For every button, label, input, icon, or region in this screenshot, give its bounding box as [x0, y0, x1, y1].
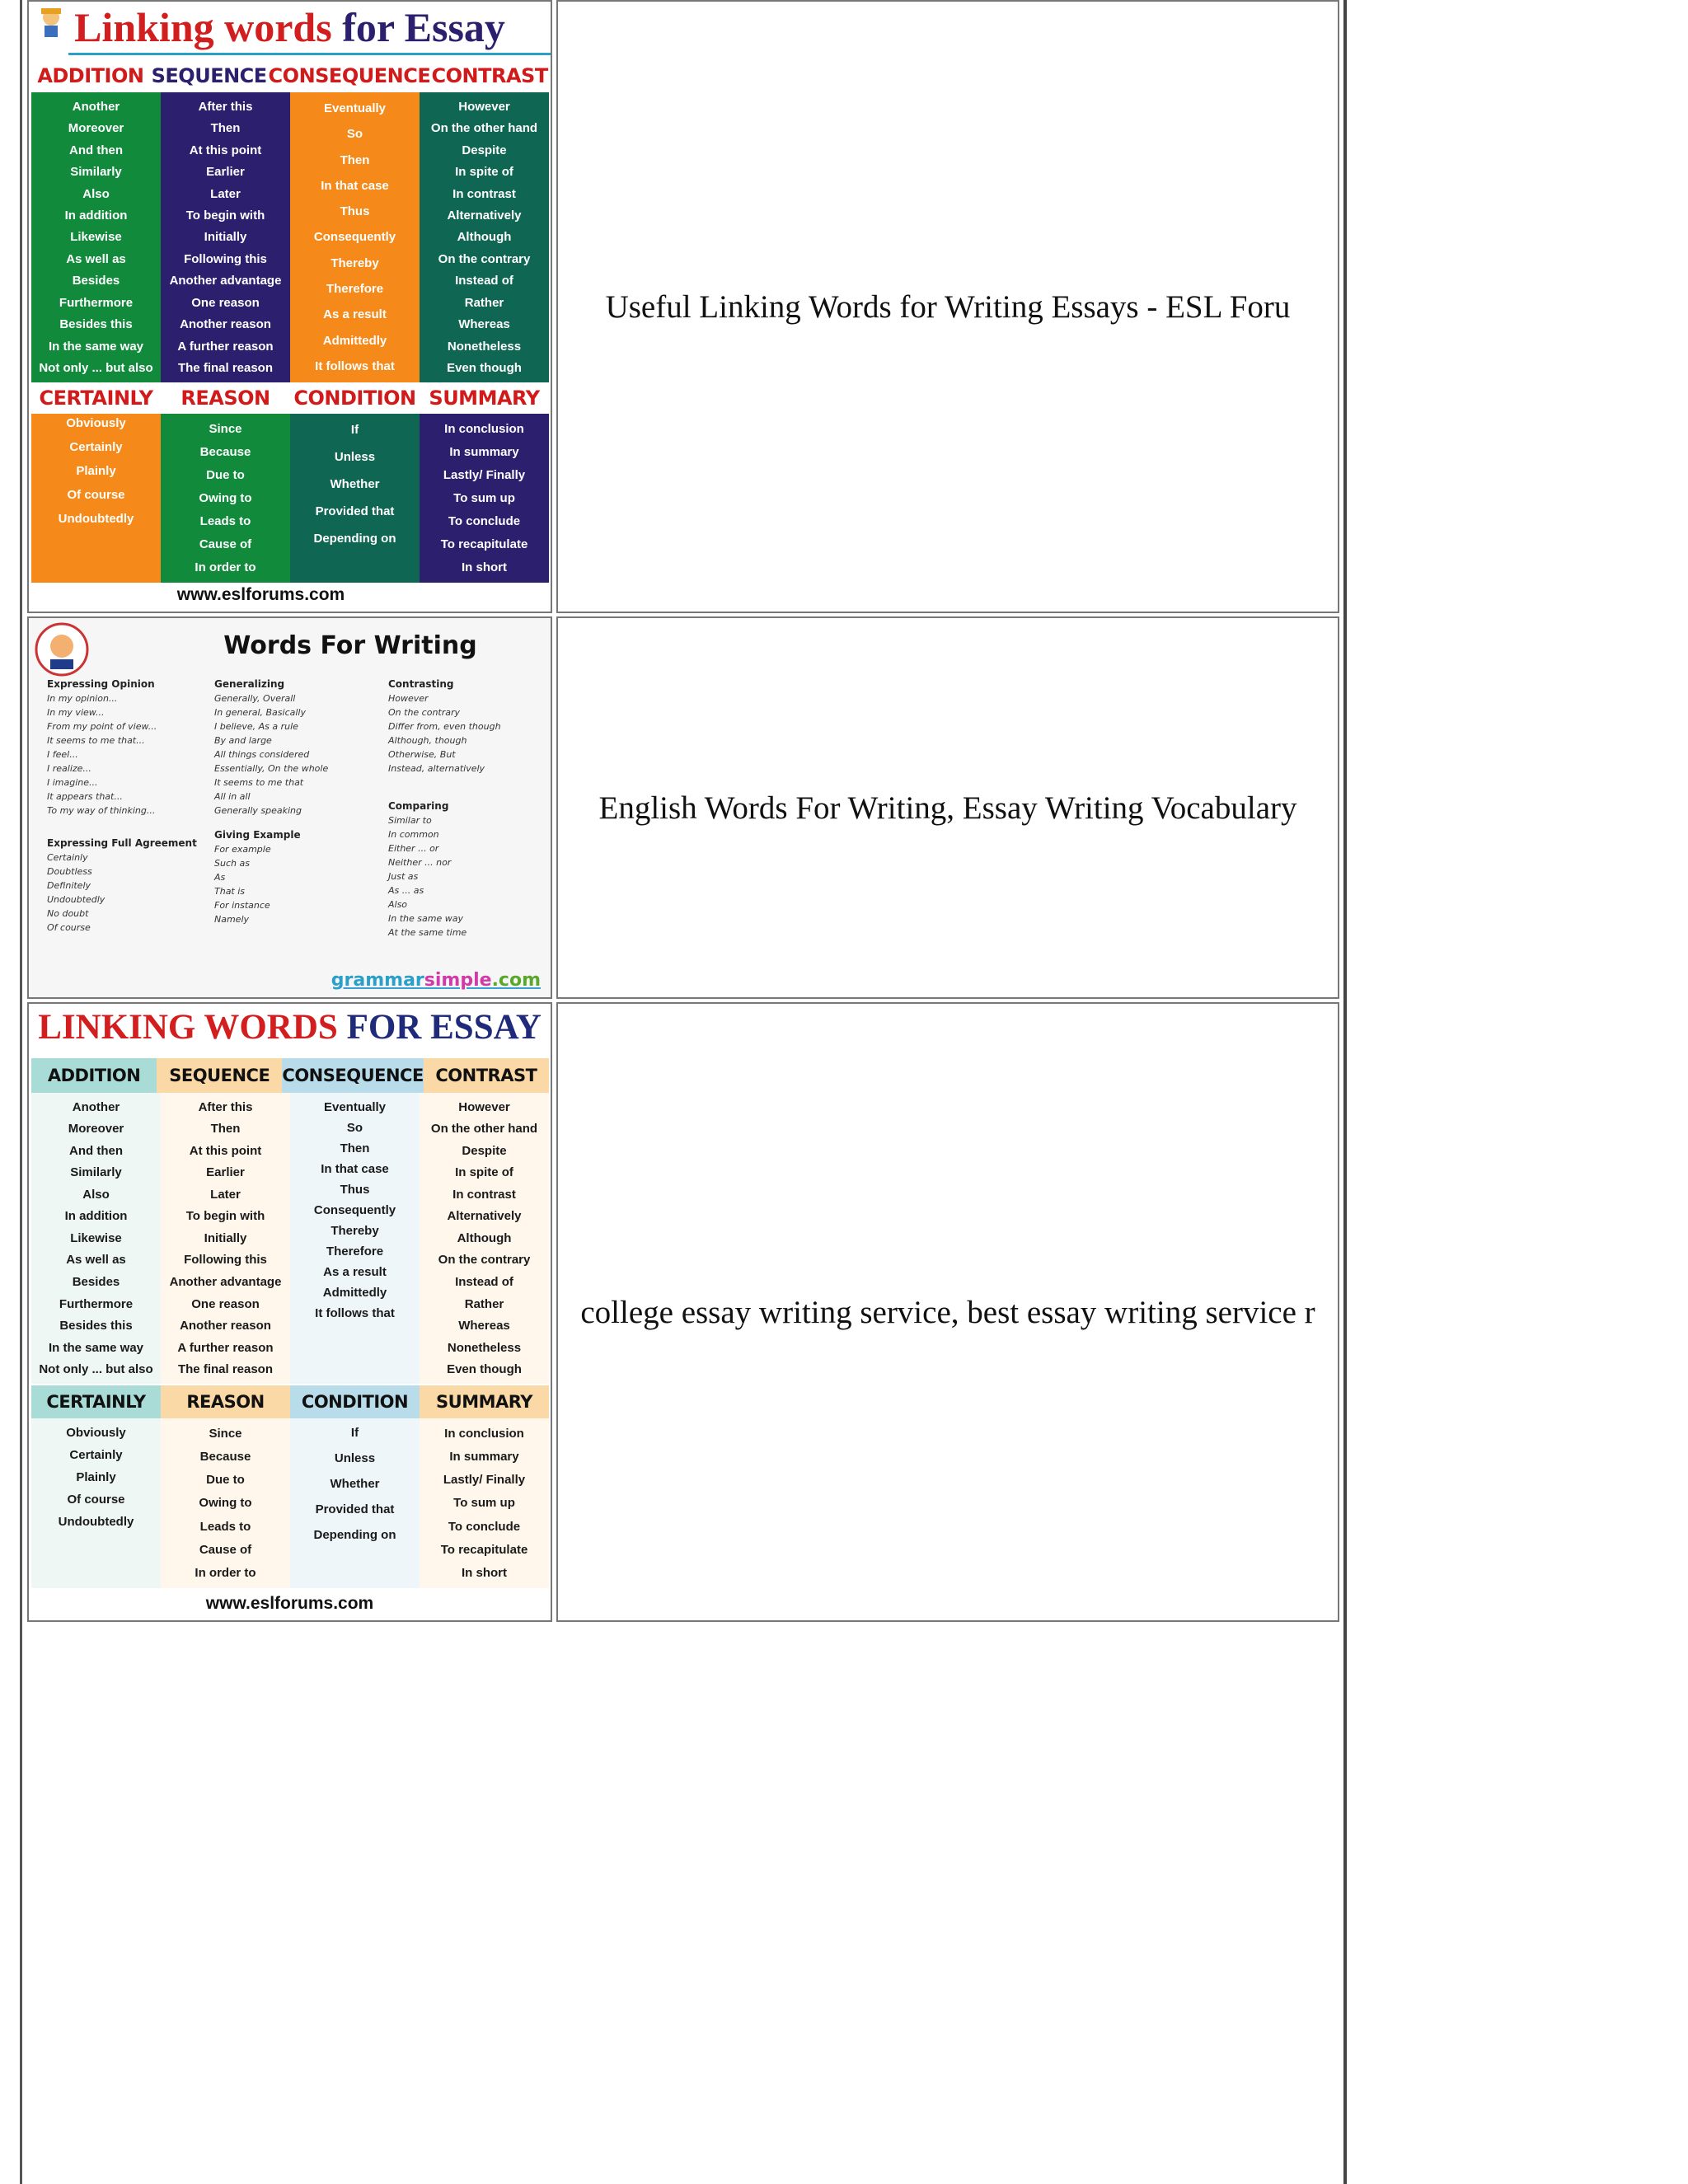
linking-word: However [458, 99, 510, 114]
phrase-item: For example [214, 844, 271, 855]
linking-word: At this point [189, 1143, 262, 1158]
linking-word: Later [210, 1187, 241, 1202]
section-heading: Comparing [388, 800, 449, 812]
right-border [1343, 0, 1347, 2184]
linking-word: Besides this [59, 317, 133, 332]
linking-word: The final reason [177, 361, 274, 376]
linking-words-poster-pastel [29, 1004, 551, 1620]
linking-word: Another advantage [169, 1275, 282, 1290]
linking-word: Furthermore [59, 1296, 134, 1311]
header-summary: SUMMARY [420, 1385, 549, 1418]
linking-word: If [350, 423, 359, 437]
linking-word: Besides this [59, 1319, 133, 1333]
phrase-item: At the same time [388, 927, 467, 938]
linking-word: Eventually [323, 1100, 387, 1114]
linking-word: Depending on [313, 1528, 396, 1542]
phrase-item: Also [388, 899, 408, 910]
linking-word: In contrast [452, 186, 516, 201]
phrase-item: Undoubtedly [47, 894, 106, 905]
linking-word: At this point [189, 143, 262, 157]
linking-word: Besides [72, 1275, 120, 1290]
poster-title-part-1: LINKING WORDS [38, 1008, 347, 1047]
linking-word: Despite [462, 1143, 507, 1158]
column-addition [31, 1093, 161, 1384]
site-part-com: .com [491, 970, 541, 991]
linking-word: Another reason [180, 317, 271, 332]
linking-word: Thereby [331, 1224, 379, 1238]
linking-word: Certainly [69, 1448, 123, 1462]
linking-word: One reason [191, 295, 260, 310]
phrase-item: Such as [214, 858, 250, 869]
header-contrast: CONTRAST [431, 64, 548, 87]
linking-word: In summary [449, 444, 519, 459]
linking-word: Earlier [206, 1165, 245, 1180]
linking-word: Alternatively [447, 1209, 522, 1224]
column-condition [290, 1418, 420, 1588]
linking-word: On the other hand [430, 1122, 538, 1137]
phrase-item: Although, though [388, 735, 467, 746]
linking-word: Provided that [315, 1502, 395, 1516]
section-heading: Expressing Opinion [47, 678, 155, 690]
linking-word: Although [457, 230, 512, 245]
phrase-item: Instead, alternatively [388, 763, 485, 774]
column-sequence [161, 1093, 290, 1384]
linking-word: To conclude [448, 1519, 521, 1534]
linking-words-poster [29, 2, 551, 612]
result-row-2[interactable] [27, 616, 1339, 999]
header-certainly: CERTAINLY [39, 387, 153, 410]
phrase-item: Of course [47, 922, 91, 933]
header-contrast: CONTRAST [424, 1058, 549, 1093]
linking-word: The final reason [177, 1362, 274, 1377]
linking-word: A further reason [177, 1340, 274, 1355]
column-contrast [420, 1093, 549, 1384]
linking-word: Unless [334, 450, 376, 464]
linking-word: As a result [323, 1265, 387, 1279]
poster-title-part-2: FOR ESSAY [346, 1008, 542, 1047]
column-consequence [290, 92, 420, 382]
image-cell-3[interactable] [27, 1002, 552, 1622]
linking-word: Likewise [70, 230, 122, 245]
linking-word: Provided that [315, 504, 395, 518]
column-consequence [290, 1093, 420, 1384]
linking-word: In addition [64, 208, 128, 223]
phrase-item: Either ... or [388, 843, 439, 854]
top-headers [31, 1058, 549, 1093]
linking-word: Eventually [323, 101, 387, 116]
linking-word: Initially [204, 1230, 247, 1245]
linking-word: Consequently [313, 230, 396, 245]
phrase-item: It seems to me that [214, 777, 304, 788]
poster-title-part-2: for Essay [342, 4, 505, 50]
header-reason: REASON [181, 387, 270, 410]
linking-word: After this [198, 1099, 253, 1114]
bottom-headers [31, 382, 549, 414]
linking-word: As well as [66, 251, 126, 266]
linking-word: Instead of [455, 274, 513, 288]
phrase-item: Similar to [388, 815, 432, 826]
phrase-item: On the contrary [388, 707, 461, 718]
header-condition: CONDITION [290, 1385, 420, 1418]
linking-word: As well as [66, 1253, 126, 1268]
linking-word: Moreover [68, 121, 124, 136]
linking-word: To conclude [448, 514, 521, 529]
column-certainly [31, 1418, 161, 1588]
bottom-columns [31, 1418, 549, 1588]
top-headers [31, 59, 549, 92]
linking-word: In addition [64, 1209, 128, 1224]
phrase-item: From my point of view... [47, 721, 157, 732]
image-cell-2[interactable] [27, 616, 552, 999]
column-condition [290, 414, 420, 583]
linking-word: Another [72, 99, 120, 114]
linking-word: Alternatively [447, 208, 522, 223]
phrase-item: I imagine... [47, 777, 98, 788]
linking-word: On the contrary [438, 1253, 531, 1268]
linking-word: And then [69, 1143, 123, 1158]
left-border [20, 0, 22, 2184]
linking-word: To begin with [185, 1209, 265, 1224]
header-certainly: CERTAINLY [31, 1385, 161, 1418]
linking-word: Whether [330, 477, 380, 491]
column-summary [420, 414, 549, 583]
column-contrast [420, 92, 549, 382]
linking-word: Initially [204, 230, 247, 245]
poster-title-part-1: Linking words [74, 4, 343, 50]
section-expressing-opinion [47, 677, 157, 818]
linking-word: To recapitulate [440, 537, 528, 552]
phrase-item: All things considered [214, 749, 310, 760]
linking-word: Similarly [70, 165, 122, 180]
phrase-item: It seems to me that... [47, 735, 145, 746]
header-condition: CONDITION [293, 387, 416, 410]
linking-word: Thereby [331, 255, 379, 270]
result-row-1[interactable] [27, 0, 1339, 613]
linking-word: Leads to [199, 514, 251, 529]
linking-word: In that case [321, 1162, 389, 1176]
linking-word: Cause of [199, 537, 252, 552]
linking-word: Lastly/ Finally [443, 467, 526, 482]
result-row-3[interactable] [27, 1002, 1339, 1622]
linking-word: Because [199, 1449, 251, 1464]
linking-word: Because [199, 444, 251, 459]
linking-word: Similarly [70, 1165, 122, 1180]
phrase-item: As [214, 872, 226, 883]
linking-word: Thus [340, 1183, 370, 1197]
linking-word: Owing to [199, 490, 252, 505]
linking-word: Lastly/ Finally [443, 1473, 526, 1488]
linking-word: Certainly [69, 440, 123, 454]
phrase-item: Neither ... nor [388, 857, 452, 868]
section-heading: Expressing Full Agreement [47, 837, 197, 849]
linking-word: Even though [447, 361, 522, 376]
column-certainly [31, 414, 161, 583]
linking-word: In summary [449, 1449, 519, 1464]
section-heading: Contrasting [388, 678, 454, 690]
linking-word: Cause of [199, 1543, 252, 1558]
linking-word: Leads to [199, 1519, 251, 1534]
linking-word: Whether [330, 1477, 380, 1491]
linking-word: Even though [447, 1362, 522, 1377]
phrase-item: Definitely [47, 880, 91, 891]
column-sequence [161, 92, 290, 382]
phrase-item: In common [388, 829, 439, 840]
linking-word: A further reason [177, 339, 274, 354]
linking-word: In conclusion [444, 421, 524, 436]
poster-title: Words For Writing [223, 631, 477, 660]
linking-word: Whereas [458, 1319, 510, 1333]
linking-word: In short [462, 1566, 507, 1581]
linking-word: Following this [184, 251, 267, 266]
linking-word: Besides [72, 274, 120, 288]
phrase-item: In my opinion... [47, 693, 118, 704]
phrase-item: Generally, Overall [214, 693, 296, 704]
linking-word: In that case [321, 178, 389, 193]
image-cell-1[interactable] [27, 0, 552, 613]
caption-text[interactable]: English Words For Writing, Essay Writing Vocabulary [598, 790, 1297, 826]
linking-word: One reason [191, 1296, 260, 1311]
linking-word: Therefore [326, 281, 384, 296]
phrase-item: Generally speaking [214, 805, 302, 816]
linking-word: Following this [184, 1253, 267, 1268]
linking-word: In spite of [455, 165, 513, 180]
phrase-item: It appears that... [47, 791, 123, 802]
linking-word: Whereas [458, 317, 510, 332]
linking-word: Obviously [66, 1426, 126, 1440]
linking-word: Then [210, 1122, 241, 1137]
linking-word: Admittedly [322, 333, 387, 348]
linking-word: Undoubtedly [58, 1515, 134, 1529]
linking-word: After this [198, 99, 253, 114]
linking-word: Not only ... but also [39, 1362, 153, 1377]
poster-site-url: www.eslforums.com [176, 585, 345, 604]
phrase-item: In general, Basically [214, 707, 306, 718]
bottom-columns [31, 414, 549, 583]
caption-text[interactable]: Useful Linking Words for Writing Essays - ESL Foru [605, 288, 1291, 325]
linking-word: Instead of [455, 1275, 513, 1290]
linking-word: It follows that [315, 1306, 395, 1320]
section-generalizing [214, 677, 328, 818]
linking-word: Therefore [326, 1244, 384, 1258]
caption-cell-3[interactable] [556, 1002, 1339, 1622]
linking-word: In contrast [452, 1187, 516, 1202]
linking-word: Also [82, 1187, 110, 1202]
header-consequence: CONSEQUENCE [282, 1058, 423, 1093]
linking-word: Of course [67, 1493, 125, 1507]
linking-word: However [458, 1099, 510, 1114]
linking-word: Although [457, 1230, 512, 1245]
linking-word: Consequently [313, 1203, 396, 1217]
linking-word: Plainly [76, 1470, 116, 1484]
column-reason [161, 414, 290, 583]
bottom-headers [31, 1385, 549, 1418]
linking-word: And then [69, 143, 123, 157]
column-summary [420, 1418, 549, 1588]
linking-word: Thus [340, 204, 370, 219]
linking-word: Obviously [66, 416, 126, 430]
phrase-item: I feel... [47, 749, 78, 760]
poster-title [29, 3, 551, 51]
section-heading: Generalizing [214, 678, 285, 690]
linking-word: Admittedly [322, 1286, 387, 1300]
poster-title [29, 1007, 551, 1047]
phrase-item: Certainly [47, 852, 88, 863]
linking-word: Due to [206, 467, 245, 482]
linking-word: Furthermore [59, 295, 134, 310]
site-part-grammar: grammar [331, 970, 424, 991]
linking-word: Depending on [313, 532, 396, 546]
header-consequence: CONSEQUENCE [268, 64, 431, 87]
phrase-item: All in all [214, 791, 251, 802]
linking-word: Despite [462, 143, 507, 157]
phrase-item: That is [214, 886, 246, 897]
phrase-item: By and large [214, 735, 272, 746]
phrase-item: In my view... [47, 707, 105, 718]
phrase-item: As ... as [388, 885, 424, 896]
poster-site-url [331, 970, 541, 991]
top-columns [31, 1093, 549, 1384]
top-columns [31, 92, 549, 382]
column-addition [31, 92, 161, 382]
phrase-item: Otherwise, But [388, 749, 456, 760]
phrase-item: To my way of thinking... [47, 805, 156, 816]
linking-word: It follows that [315, 359, 395, 373]
linking-word: In conclusion [444, 1426, 524, 1441]
linking-word: To sum up [453, 1496, 515, 1511]
phrase-item: Just as [388, 871, 419, 882]
phrase-item: Essentially, On the whole [214, 763, 329, 774]
section-contrasting [388, 677, 501, 776]
linking-word: Not only ... but also [39, 361, 153, 376]
header-summary: SUMMARY [429, 387, 540, 410]
phrase-item: Differ from, even though [388, 721, 501, 732]
section-giving-example [214, 828, 301, 926]
linking-word: Nonetheless [447, 1340, 522, 1355]
grammarsimple-badge-icon [34, 621, 90, 677]
linking-word: So [346, 127, 363, 142]
linking-word: Rather [464, 1296, 504, 1311]
header-reason: REASON [161, 1385, 290, 1418]
linking-word: Nonetheless [447, 339, 522, 354]
phrase-item: No doubt [47, 908, 89, 919]
linking-word: Then [340, 152, 370, 167]
linking-word: Earlier [206, 165, 245, 180]
linking-word: In the same way [48, 339, 144, 354]
linking-word: To sum up [453, 490, 515, 505]
phrase-item: In the same way [388, 913, 463, 924]
linking-word: Another [72, 1099, 120, 1114]
caption-cell-2[interactable] [556, 616, 1339, 999]
linking-word: Another advantage [169, 274, 282, 288]
linking-word: If [350, 1426, 359, 1440]
header-sequence: SEQUENCE [151, 64, 267, 87]
poster-site-url: www.eslforums.com [205, 1594, 374, 1613]
linking-word: Rather [464, 295, 504, 310]
section-comparing [388, 799, 467, 940]
linking-word: Then [210, 121, 241, 136]
linking-word: To recapitulate [440, 1543, 528, 1558]
linking-word: Moreover [68, 1122, 124, 1137]
linking-word: Another reason [180, 1319, 271, 1333]
linking-word: Likewise [70, 1230, 122, 1245]
phrase-item: Doubtless [47, 866, 92, 877]
linking-word: In the same way [48, 1340, 144, 1355]
phrase-item: However [388, 693, 429, 704]
header-addition: ADDITION [37, 64, 144, 87]
linking-word: On the other hand [430, 121, 538, 136]
phrase-item: I believe, As a rule [214, 721, 298, 732]
header-addition: ADDITION [31, 1058, 157, 1093]
linking-word: On the contrary [438, 251, 531, 266]
title-underline [68, 53, 552, 55]
linking-word: Later [210, 186, 241, 201]
linking-word: Plainly [76, 464, 116, 478]
linking-word: Of course [67, 488, 125, 502]
linking-word: Due to [206, 1473, 245, 1488]
words-for-writing-poster [29, 618, 551, 997]
linking-word: In order to [195, 560, 256, 575]
phrase-item: For instance [214, 900, 270, 911]
section-expressing-full-agreement [47, 837, 197, 935]
linking-word: Since [209, 1426, 242, 1441]
linking-word: So [346, 1121, 363, 1135]
header-sequence: SEQUENCE [157, 1058, 282, 1093]
linking-word: In short [462, 560, 507, 575]
linking-word: Also [82, 186, 110, 201]
linking-word: Since [209, 421, 242, 436]
linking-word: As a result [323, 307, 387, 322]
site-part-simple: simple [424, 970, 492, 991]
caption-text[interactable]: college essay writing service, best essay writing service r [580, 1294, 1315, 1330]
column-reason [161, 1418, 290, 1588]
linking-word: To begin with [185, 208, 265, 223]
linking-word: Unless [334, 1451, 376, 1465]
linking-word: In spite of [455, 1165, 513, 1180]
phrase-item: I realize... [47, 763, 91, 774]
caption-cell-1[interactable] [556, 0, 1339, 613]
linking-word: In order to [195, 1566, 256, 1581]
linking-word: Then [340, 1141, 370, 1155]
section-heading: Giving Example [214, 829, 301, 841]
linking-word: Owing to [199, 1496, 252, 1511]
linking-word: Undoubtedly [58, 512, 134, 526]
phrase-item: Namely [214, 914, 250, 925]
